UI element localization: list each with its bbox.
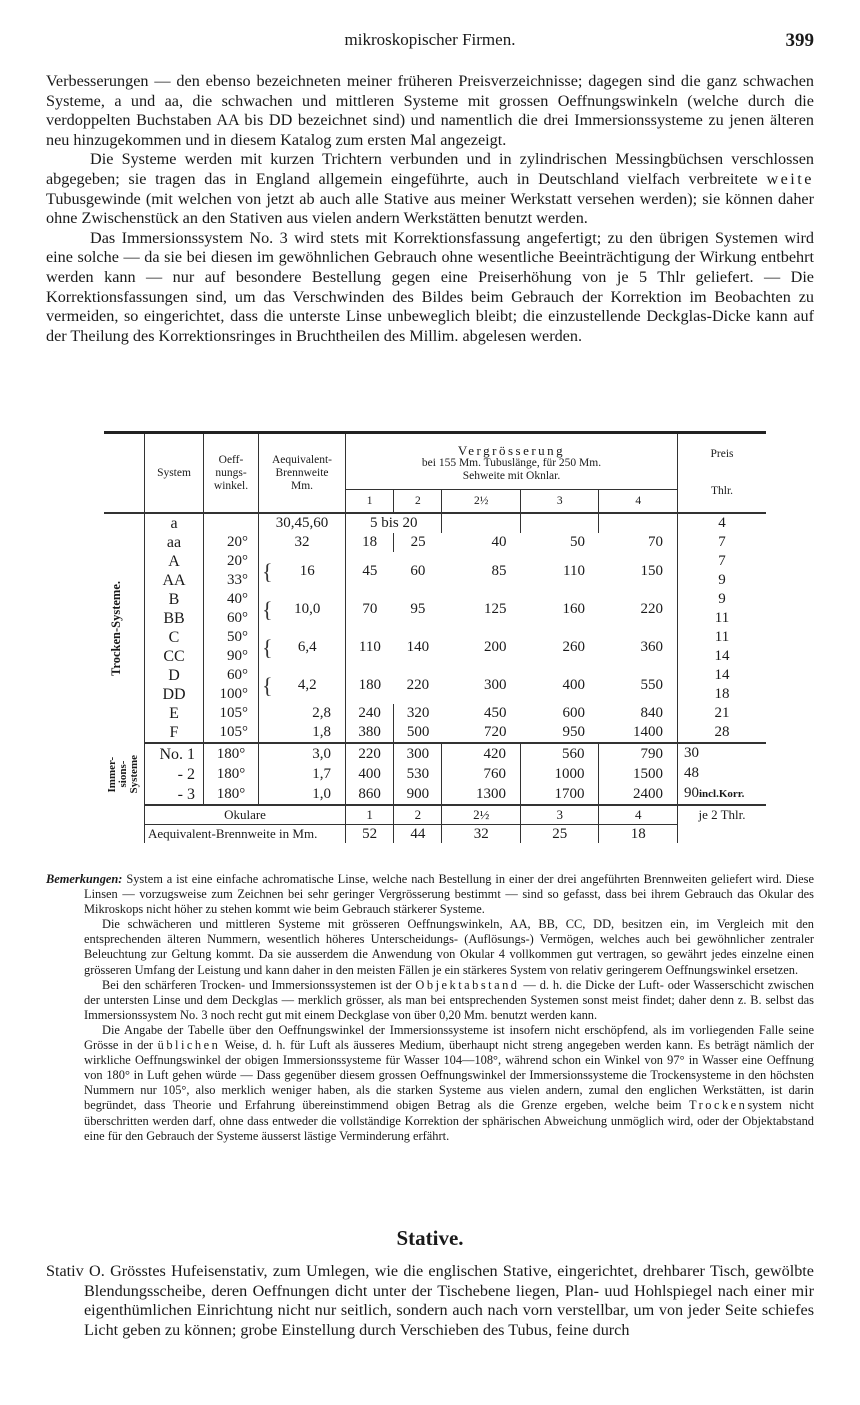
cell-system: C bbox=[145, 628, 204, 647]
cell-price: 28 bbox=[678, 723, 767, 743]
running-head bbox=[46, 30, 814, 54]
cell-magnification: 5 bis 20 bbox=[346, 513, 442, 533]
cell-magnification: 600 bbox=[562, 705, 585, 721]
cell-magnification: 400 bbox=[562, 676, 585, 693]
cell-system: E bbox=[145, 704, 204, 723]
header-magnification bbox=[346, 433, 678, 484]
cell-system: D bbox=[145, 666, 204, 685]
group-column-header bbox=[104, 433, 145, 514]
group-label-line: sions- bbox=[117, 760, 129, 788]
cell-price: 11 bbox=[678, 628, 767, 647]
cell-magnification: 70 bbox=[346, 590, 394, 628]
eyepiece-focal-label: Aequivalent-Brennweite in Mm. bbox=[145, 825, 346, 844]
cell-focal: 1,8 bbox=[259, 723, 346, 743]
cell-aperture: 60° bbox=[204, 666, 259, 685]
cell-empty bbox=[599, 513, 678, 533]
cell-focal bbox=[259, 666, 346, 704]
cell-aperture: 20° bbox=[204, 533, 259, 552]
cell-aperture: 180° bbox=[204, 764, 259, 784]
eyepiece-number: 2 bbox=[394, 805, 442, 825]
eyepiece-body bbox=[104, 805, 766, 843]
cell-system: aa bbox=[145, 533, 204, 552]
dry-systems-body bbox=[104, 513, 766, 743]
cell-magnification: 560 bbox=[520, 743, 599, 764]
cell-magnification: 220 bbox=[406, 676, 430, 693]
cell-magnification: 380 bbox=[346, 723, 394, 743]
group-label-immersion-text bbox=[107, 755, 140, 794]
cell-aperture: 180° bbox=[204, 743, 259, 764]
cell-focal bbox=[259, 590, 346, 628]
cell-price: 9 bbox=[678, 571, 767, 590]
remarks bbox=[46, 872, 814, 1144]
cell-focal-value: 6,4 bbox=[297, 638, 317, 655]
cell-system: a bbox=[145, 513, 204, 533]
remark-4 bbox=[46, 1023, 814, 1144]
cell-magnification: 400 bbox=[346, 764, 394, 784]
eyepiece-price: je 2 Thlr. bbox=[678, 805, 767, 825]
cell-system: F bbox=[145, 723, 204, 743]
page-number: 399 bbox=[785, 30, 814, 51]
cell-magnification: 70 bbox=[648, 534, 663, 550]
header-eyepiece: 4 bbox=[599, 490, 678, 514]
table-row bbox=[104, 723, 766, 743]
cell-magnification: 220 bbox=[346, 743, 394, 764]
remark-1 bbox=[46, 872, 814, 917]
cell-price-value: 90 bbox=[684, 785, 699, 801]
table-row bbox=[104, 533, 766, 552]
cell-magnification: 530 bbox=[394, 764, 442, 784]
cell-magnification: 360 bbox=[640, 638, 663, 655]
brace-icon: { bbox=[262, 596, 273, 622]
cell-aperture: 90° bbox=[204, 647, 259, 666]
eyepiece-number: 1 bbox=[346, 805, 394, 825]
header-aperture-line: winkel. bbox=[213, 479, 249, 492]
remark-4-text-a: Die Angabe der Tabelle über den Oeffnungswinkel der Immersionssysteme ist insofern nicht erschöpfend, als im vorliegenden Falle seine Grösse in der bbox=[84, 1022, 814, 1053]
cell-price: 7 bbox=[678, 552, 767, 571]
header-focal-length bbox=[259, 433, 346, 514]
emphasis-spaced: üblichen bbox=[157, 1038, 221, 1053]
eyepiece-label: Okulare bbox=[145, 805, 346, 825]
emphasis-spaced: Objektabstand bbox=[415, 977, 520, 992]
paragraph-2 bbox=[46, 150, 814, 228]
table-row bbox=[104, 628, 766, 647]
cell-aperture: 180° bbox=[204, 784, 259, 805]
table-row bbox=[104, 666, 766, 685]
header-price-unit: Thlr. bbox=[710, 485, 734, 497]
cell-aperture: 105° bbox=[204, 723, 259, 743]
cell-magnification: 900 bbox=[394, 784, 442, 805]
cell-magnification: 2400 bbox=[599, 784, 678, 805]
cell-magnification: 860 bbox=[346, 784, 394, 805]
cell-magnification: 40 bbox=[491, 534, 507, 550]
header-magnification-sub: bei 155 Mm. Tubuslänge, für 250 Mm. bbox=[421, 457, 602, 469]
cell-price: 18 bbox=[678, 685, 767, 704]
cell-price bbox=[678, 764, 767, 784]
cell-empty bbox=[520, 513, 599, 533]
header-eyepiece: 3 bbox=[520, 490, 599, 514]
emphasis-spaced: weite bbox=[766, 169, 814, 188]
remark-3-text-a: Bei den schärferen Trocken- und Immersionssystemen ist der bbox=[102, 977, 416, 992]
cell-system: - 3 bbox=[145, 784, 204, 805]
header-magnification-sub: Sehweite mit Oknlar. bbox=[462, 470, 561, 482]
cell-magnification: 140 bbox=[406, 638, 430, 655]
brace-icon: { bbox=[262, 672, 273, 698]
cell-aperture: 33° bbox=[204, 571, 259, 590]
table-row bbox=[104, 590, 766, 609]
table-row bbox=[104, 764, 766, 784]
cell-empty bbox=[104, 825, 145, 844]
cell-aperture: 20° bbox=[204, 552, 259, 571]
cell-focal-value: 16 bbox=[299, 562, 315, 579]
cell-magnification: 150 bbox=[640, 562, 663, 579]
cell-magnification: 720 bbox=[442, 723, 521, 743]
cell-system: AA bbox=[145, 571, 204, 590]
cell-magnification: 760 bbox=[442, 764, 521, 784]
header-eyepiece: 2 bbox=[394, 490, 442, 514]
eyepiece-focal-value: 18 bbox=[599, 825, 678, 844]
cell-magnification: 1400 bbox=[599, 723, 678, 743]
group-label-immersion bbox=[104, 743, 145, 805]
cell-price: 7 bbox=[678, 533, 767, 552]
cell-aperture: 100° bbox=[204, 685, 259, 704]
cell-magnification: 85 bbox=[491, 562, 507, 579]
header-system: System bbox=[145, 433, 204, 514]
cell-focal: 2,8 bbox=[259, 704, 346, 723]
header-focal-line: Mm. bbox=[290, 479, 314, 492]
cell-system: No. 1 bbox=[145, 743, 204, 764]
cell-price-value: 48 bbox=[684, 765, 699, 781]
cell-focal: 30,45,60 bbox=[259, 513, 346, 533]
remark-3 bbox=[46, 978, 814, 1023]
cell-focal bbox=[259, 552, 346, 590]
cell-magnification: 180 bbox=[346, 666, 394, 704]
cell-price: 14 bbox=[678, 647, 767, 666]
cell-system: - 2 bbox=[145, 764, 204, 784]
cell-price bbox=[678, 784, 767, 805]
cell-magnification: 1000 bbox=[520, 764, 599, 784]
header-focal-line: Aequivalent- bbox=[271, 453, 333, 466]
cell-price bbox=[678, 743, 767, 764]
cell-magnification: 420 bbox=[442, 743, 521, 764]
header-eyepiece: 2½ bbox=[442, 490, 521, 514]
eyepiece-focal-value: 44 bbox=[394, 825, 442, 844]
cell-empty bbox=[678, 825, 767, 844]
cell-price: 11 bbox=[678, 609, 767, 628]
cell-price: 21 bbox=[678, 704, 767, 723]
brace-icon: { bbox=[262, 558, 273, 584]
brace-icon: { bbox=[262, 634, 273, 660]
cell-magnification: 110 bbox=[563, 562, 585, 579]
table-row bbox=[104, 784, 766, 805]
header-eyepiece: 1 bbox=[346, 490, 394, 514]
cell-magnification: 45 bbox=[346, 552, 394, 590]
cell-price: 14 bbox=[678, 666, 767, 685]
cell-magnification: 125 bbox=[483, 600, 507, 617]
cell-aperture: 50° bbox=[204, 628, 259, 647]
cell-magnification: 840 bbox=[640, 705, 663, 721]
group-label-line: Systeme bbox=[128, 754, 140, 794]
section-heading: Stative. bbox=[396, 1226, 464, 1250]
table-row bbox=[104, 513, 766, 533]
cell-magnification: 50 bbox=[569, 534, 585, 550]
emphasis-spaced: Trocken bbox=[688, 1098, 748, 1113]
objective-price-table bbox=[104, 431, 766, 843]
cell-magnification: 160 bbox=[562, 600, 585, 617]
cell-magnification: 320 bbox=[394, 704, 442, 723]
cell-aperture bbox=[204, 513, 259, 533]
body-text bbox=[46, 72, 814, 346]
eyepiece-row bbox=[104, 805, 766, 825]
cell-system: A bbox=[145, 552, 204, 571]
cell-focal: 1,0 bbox=[259, 784, 346, 805]
table-row bbox=[104, 743, 766, 764]
cell-magnification: 240 bbox=[346, 704, 394, 723]
cell-aperture: 60° bbox=[204, 609, 259, 628]
cell-focal-value: 4,2 bbox=[297, 676, 317, 693]
eyepiece-number: 4 bbox=[599, 805, 678, 825]
remark-3-text-b: — d. h. die Dicke der Luft- oder Wasserschicht zwischen der untersten Linse und dem Deckglas — merklich grösser, als man bei entsprechenden Systemen sonst meist findet; daher denn z. B. selbst das Immersionssystem No. 3 noch recht gut mit einem Deckglase von über 0,20 Mm. benutzt werden kann. bbox=[84, 977, 814, 1022]
eyepiece-focal-row bbox=[104, 825, 766, 844]
cell-magnification: 110 bbox=[346, 628, 394, 666]
paragraph-2-text-a: Die Systeme werden mit kurzen Trichtern verbunden und in zylindrischen Messingbüchsen verschlossen abgegeben; sie tragen das in England allgemein eingeführte, auch in Deutschland vielfach verbreitete bbox=[46, 150, 814, 188]
cell-magnification: 1700 bbox=[520, 784, 599, 805]
header-price-label: Preis bbox=[710, 448, 734, 460]
cell-focal: 32 bbox=[259, 533, 346, 552]
eyepiece-number: 2½ bbox=[442, 805, 521, 825]
cell-focal: 1,7 bbox=[259, 764, 346, 784]
cell-magnification: 450 bbox=[483, 705, 507, 721]
cell-empty bbox=[442, 513, 521, 533]
cell-magnification: 60 bbox=[410, 562, 426, 579]
cell-focal: 3,0 bbox=[259, 743, 346, 764]
cell-system: BB bbox=[145, 609, 204, 628]
header-aperture-line: Oeff- bbox=[218, 453, 244, 466]
cell-system: B bbox=[145, 590, 204, 609]
remarks-label: Bemerkungen: bbox=[46, 872, 123, 886]
cell-price-note: incl.Korr. bbox=[699, 788, 745, 800]
cell-magnification: 1500 bbox=[599, 764, 678, 784]
remark-4-text-b: Weise, d. h. für Luft als äusseres Medium, überhaupt nicht streng angegeben werden kann. Es beträgt nämlich der wirkliche Oeffnungswinkel der obigen Immersionssysteme für Wasser 104—108°, während schon ein Winkel von 97° in Wasser eine Oeffnung von 180° in Luft gehen würde — Dass gegenüber diesem grossen Oeffnungswinkel der Immersionssysteme die Trockensysteme in den höchsten Nummern nur 105°, also merklich weniger haben, als die starken Systeme aus vielen andern, zumal den englichen Werkstätten, ist darin begründet, dass Theorie und Erfahrung übereinstimmend obigen Betrag als die Grenze ergeben, welche beim bbox=[84, 1038, 814, 1113]
header-price bbox=[678, 433, 767, 514]
header-aperture bbox=[204, 433, 259, 514]
remark-1-text: System a ist eine einfache achromatische Linse, welche nach Bestellung in einer der drei angeführten Brennweiten geliefert wird. Diese Linsen — vorzugsweise zum Zeichnen bei sehr geringer Vergrösserung bestimmt — sind so gefasst, dass bei ihrem Gebrauch das Okular des Mikroskops nicht höher zu stehen kommt wie beim Gebrauch stärkerer Systeme. bbox=[84, 872, 814, 917]
cell-empty bbox=[104, 805, 145, 825]
cell-price: 4 bbox=[678, 513, 767, 533]
group-label-dry bbox=[104, 513, 145, 743]
cell-focal bbox=[259, 628, 346, 666]
cell-magnification: 500 bbox=[394, 723, 442, 743]
header-aperture-line: nungs- bbox=[215, 466, 247, 479]
cell-aperture: 105° bbox=[204, 704, 259, 723]
eyepiece-number: 3 bbox=[520, 805, 599, 825]
cell-price-value: 30 bbox=[684, 745, 699, 761]
cell-magnification: 220 bbox=[640, 600, 663, 617]
cell-focal-value: 10,0 bbox=[294, 600, 321, 617]
group-label-dry-text: Trocken-Systeme. bbox=[109, 580, 123, 676]
cell-magnification: 260 bbox=[562, 638, 585, 655]
eyepiece-focal-value: 25 bbox=[520, 825, 599, 844]
immersion-systems-body bbox=[104, 743, 766, 805]
cell-magnification: 25 bbox=[394, 533, 442, 552]
stativ-o-description: Stativ O. Grösstes Hufeisenstativ, zum Umlegen, wie die englischen Stative, eingerichtet, drehbarer Tisch, gewölbte Blendungsscheibe, deren Oeffnungen dicht unter der Tischebene liegen, Plan- uud Hohlspiegel nach einer mir eigenthümlichen Einrichtung nicht nur seitlich, sondern auch nach vorn verstellbar, um von jeder Seite schiefes Licht geben zu können; grobe Einstellung durch Verschieben des Tubus, feine durch bbox=[46, 1262, 814, 1339]
remark-2: Die schwächeren und mittleren Systeme mit grösseren Oeffnungswinkeln, AA, BB, CC, DD, besitzen ein, im Vergleich mit den entsprechenden älteren Nummern, wesentlich höheres Unterscheidungs- (Auflösungs-) Vermögen, welches auch bei gewöhnlicher zentraler Beleuchtung zur Geltung kommt. Da sie ausserdem die Anwendung von Okular 4 vollkommen gut vertragen, so gewährt jedes einzelne einen grösseren Umfang der Leistung und kann daher in den meisten Fällen je ein stärkeres System von relativ geringerem Oeffnungswinkel ersetzen. bbox=[84, 917, 814, 977]
cell-system: DD bbox=[145, 685, 204, 704]
cell-magnification: 550 bbox=[640, 676, 663, 693]
group-label-line: Immer- bbox=[106, 756, 118, 792]
cell-aperture: 40° bbox=[204, 590, 259, 609]
cell-price: 9 bbox=[678, 590, 767, 609]
header-magnification-title: Vergrösserung bbox=[457, 443, 566, 458]
running-title: mikroskopischer Firmen. bbox=[344, 30, 516, 49]
eyepiece-focal-value: 52 bbox=[346, 825, 394, 844]
table-row bbox=[104, 704, 766, 723]
eyepiece-focal-value: 32 bbox=[442, 825, 521, 844]
cell-magnification: 300 bbox=[483, 676, 507, 693]
paragraph-3: Das Immersionssystem No. 3 wird stets mit Korrektionsfassung angefertigt; zu den übrigen Systemen wird eine solche — da sie bei diesen im gewöhnlichen Gebrauch ohne wesentliche Beeinträchtigung der Wirkung entbehrt werden kann — nur auf besondere Bestellung gegen eine Preiserhöhung von je 5 Thlr geliefert. — Die Korrektionsfassungen sind, um das Verschwinden des Bildes beim Gebrauch der Korrektion im Beobachten zu vermeiden, so eingerichtet, dass die unterste Linse unbeweglich bleibt; die einzustellende Deckglas-Dicke kann auf der Theilung des Korrektionsringes in Bruchtheilen des Millim. abgelesen werden. bbox=[46, 228, 814, 345]
remark-4-text-c: system nicht überschritten werden darf, ohne dass entweder die vollständige Korrektion der sphärischen Abweichung unmöglich wird, oder der Objektabstand eine für den Gebrauch der Systeme äusserst lästige Verminderung erfährt. bbox=[84, 1098, 815, 1143]
cell-magnification: 1300 bbox=[442, 784, 521, 805]
paragraph-1: Verbesserungen — den ebenso bezeichneten meiner früheren Preisverzeichnisse; dagegen sind die ganz schwachen Systeme, a und aa, die schwachen und mittleren Systeme mit grossen Oeffnungswinkeln (welche durch die verdoppelten Buchstaben AA bis DD bezeichnet sind) und namentlich die drei Immersionssysteme zu jenen älteren neu hinzugekommen und in diesem Katalog zum ersten Mal angezeigt. bbox=[46, 72, 814, 149]
cell-magnification: 950 bbox=[520, 723, 599, 743]
cell-magnification: 18 bbox=[346, 533, 394, 552]
cell-magnification: 300 bbox=[394, 743, 442, 764]
cell-magnification: 790 bbox=[599, 743, 678, 764]
header-focal-line: Brennweite bbox=[275, 466, 329, 479]
paragraph-2-text-b: Tubusgewinde (mit welchen von jetzt ab auch alle Stative aus meiner Werkstatt versehen werden); sie können daher ohne Zwischenstück an den Stativen aus vielen andern Werkstätten benutzt werden. bbox=[46, 189, 814, 228]
cell-system: CC bbox=[145, 647, 204, 666]
table-row bbox=[104, 552, 766, 571]
cell-magnification: 95 bbox=[410, 600, 426, 617]
cell-magnification: 200 bbox=[483, 638, 507, 655]
